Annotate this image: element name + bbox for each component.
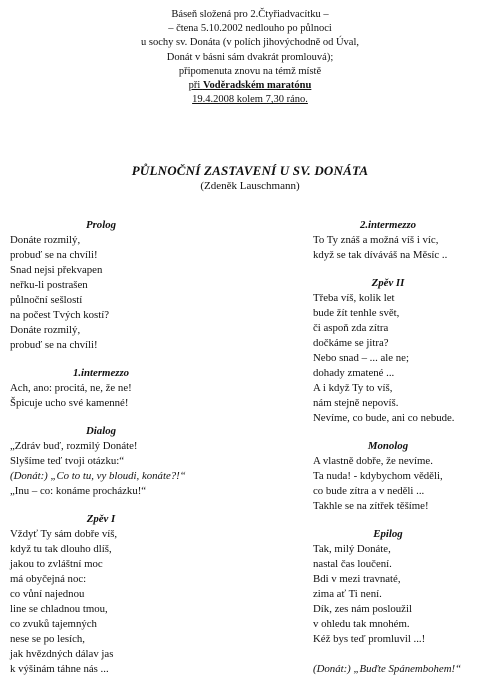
verse-line: Donáte rozmilý, [10, 234, 81, 246]
verse-line: bude žít tenhle svět, [313, 307, 400, 319]
verse-line: půlnoční sešlostí [10, 294, 83, 306]
intro-event-line [0, 79, 500, 93]
verse-line: co zvuků tajemných [10, 618, 97, 630]
section-heading: 1.intermezzo [72, 367, 130, 379]
intro-line: Donát v básni sám dvakrát promlouvá); [166, 51, 334, 63]
verse-line: Třeba víš, kolik let [313, 292, 395, 304]
verse-line: probuď se na chvíli! [10, 339, 98, 351]
verse-line: nese se po lesích, [10, 633, 85, 645]
verse-line: A vlastně dobře, že nevíme. [313, 455, 433, 467]
intro-line: u sochy sv. Donáta (v polích jihovýchodně od Úval, [140, 37, 360, 49]
poem-section [10, 218, 210, 353]
intro-date-line: 19.4.2008 kolem 7,30 ráno. [192, 94, 308, 106]
verse-line: jak hvězdných dálav jas [10, 648, 114, 660]
verse-line: line se chladnou tmou, [10, 603, 108, 615]
verse-line: či aspoň zda zítra [313, 322, 389, 334]
verse-line: Bdi v mezi travnaté, [313, 573, 401, 585]
poem-section [313, 218, 499, 263]
poem-section [313, 439, 499, 514]
poem-section [313, 527, 499, 677]
verse-line: Špicuje ucho své kamenné! [10, 397, 129, 409]
verse-line: dočkáme se jitra? [313, 337, 389, 349]
verse-line: (Donát:) „Co to tu, vy bloudi, konáte?!“ [10, 470, 186, 482]
verse-line: nastal čas loučení. [313, 558, 392, 570]
verse-line: To Ty znáš a možná víš i víc, [313, 234, 439, 246]
intro-event-name: Voděradském maratónu [202, 80, 312, 92]
poem-section [313, 276, 499, 426]
verse-line: (Donát:) „Buďte Spánembohem!“ [313, 663, 462, 675]
verse-line: v ohledu tak mnohém. [313, 618, 410, 630]
poem-section [10, 424, 210, 499]
intro-line: – čtena 5.10.2002 nedlouho po půlnoci [168, 23, 332, 35]
poem-section [10, 512, 210, 677]
intro-block [0, 8, 500, 107]
verse-line: zima ať Ti není. [313, 588, 382, 600]
verse-line: Ta nuda! - kdybychom věděli, [313, 470, 443, 482]
section-heading: Epilog [373, 528, 403, 540]
poem-author: (Zdeněk Lauschmann) [200, 180, 300, 192]
section-heading: Dialog [86, 425, 116, 437]
section-heading: Zpěv I [86, 513, 116, 525]
verse-line: probuď se na chvíli! [10, 249, 98, 261]
verse-line: co vůní najednou [10, 588, 85, 600]
verse-line: dohady zmatené ... [313, 367, 395, 379]
verse-line: jakou to zvláštní moc [10, 558, 103, 570]
poem-section [10, 366, 210, 411]
poem-title: PŮLNOČNÍ ZASTAVENÍ U SV. DONÁTA [131, 163, 369, 178]
verse-line: když tu tak dlouho dlíš, [10, 543, 112, 555]
verse-line: Ach, ano: procitá, ne, že ne! [10, 382, 132, 394]
section-heading: 2.intermezzo [359, 219, 417, 231]
intro-line: Báseň složená pro 2.Čtyřiadvacítku – [171, 9, 329, 20]
verse-line: Nebo snad – ... ale ne; [313, 352, 409, 364]
verse-line [313, 647, 499, 662]
verse-line: Kéž bys teď promluvil ...! [313, 633, 426, 645]
verse-line: Tak, milý Donáte, [313, 543, 391, 555]
section-heading: Zpěv II [371, 277, 405, 289]
verse-line: Dík, zes nám posloužil [313, 603, 412, 615]
verse-line: na počest Tvých kostí? [10, 309, 110, 321]
verse-line: Vždyť Ty sám dobře víš, [10, 528, 118, 540]
verse-line: k výšinám táhne nás ... [10, 663, 109, 675]
verse-line: když se tak díváváš na Měsíc .. [313, 249, 448, 261]
intro-line: připomenuta znovu na témž místě [178, 65, 322, 77]
intro-event-prefix: při [188, 80, 203, 92]
section-heading: Monolog [367, 440, 409, 452]
verse-line: Slyšíme teď tvoji otázku:“ [10, 455, 125, 467]
verse-line: A i když Ty to víš, [313, 382, 393, 394]
section-heading: Prolog [86, 219, 116, 231]
verse-line: co bude zítra a v neděli ... [313, 485, 425, 497]
left-column [10, 218, 210, 677]
verse-line: „Inu – co: konáme procházku!“ [10, 485, 147, 497]
verse-line: Takhle se na zítřek těšíme! [313, 500, 429, 512]
verse-line: Donáte rozmilý, [10, 324, 81, 336]
verse-line: má obyčejná noc: [10, 573, 87, 585]
verse-line: neřku-li postrašen [10, 279, 88, 291]
verse-line: Snad nejsi překvapen [10, 264, 103, 276]
verse-line: nám stejně nepovíš. [313, 397, 399, 409]
right-column [313, 218, 499, 677]
verse-line: „Zdráv buď, rozmilý Donáte! [10, 440, 138, 452]
verse-line: Nevíme, co bude, ani co nebude. [313, 412, 455, 424]
